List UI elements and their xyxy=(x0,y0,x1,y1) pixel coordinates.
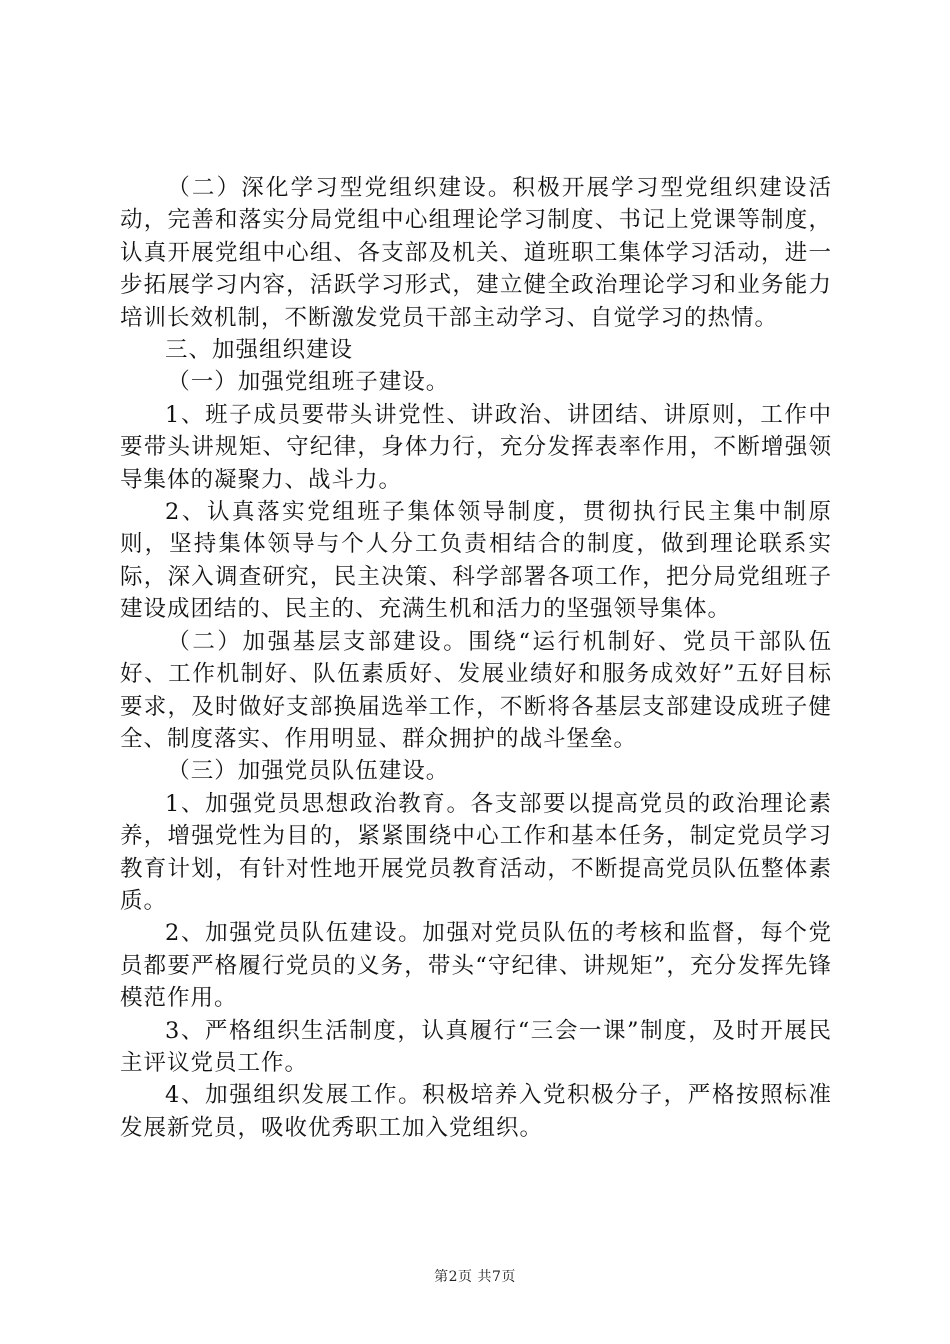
paragraph-grassroots-branch: （二）加强基层支部建设。围绕“运行机制好、党员干部队伍好、工作机制好、队伍素质好、发展业绩好和服务成效好”五好目标要求，及时做好支部换届选举工作，不断将各基层支部建设成班子健全、制度落实、作用明显、群众拥护的战斗堡垒。 xyxy=(120,628,832,752)
paragraph-political-education: 1、加强党员思想政治教育。各支部要以提高党员的政治理论素养，增强党性为目的，紧紧围绕中心工作和基本任务，制定党员学习教育计划，有针对性地开展党员教育活动，不断提高党员队伍整体素质。 xyxy=(120,790,832,914)
document-body xyxy=(120,172,832,1144)
paragraph-organization-life: 3、严格组织生活制度，认真履行“三会一课”制度，及时开展民主评议党员工作。 xyxy=(120,1017,832,1076)
section-heading-org-building: 三、加强组织建设 xyxy=(165,337,354,364)
paragraph-collective-leadership: 2、认真落实党组班子集体领导制度，贯彻执行民主集中制原则，坚持集体领导与个人分工负责相结合的制度，做到理论联系实际，深入调查研究，民主决策、科学部署各项工作，把分局党组班子建设成团结的、民主的、充满生机和活力的坚强领导集体。 xyxy=(120,499,832,623)
subheading-leadership-team: （一）加强党组班子建设。 xyxy=(167,369,450,396)
paragraph-member-supervision: 2、加强党员队伍建设。加强对党员队伍的考核和监督，每个党员都要严格履行党员的义务，带头“守纪律、讲规矩”，充分发挥先锋模范作用。 xyxy=(120,920,832,1012)
paragraph-team-members: 1、班子成员要带头讲党性、讲政治、讲团结、讲原则，工作中要带头讲规矩、守纪律，身体力行，充分发挥表率作用，不断增强领导集体的凝聚力、战斗力。 xyxy=(120,401,832,493)
page-number-footer: 第2页 共7页 xyxy=(434,1269,516,1285)
paragraph-member-recruitment: 4、加强组织发展工作。积极培养入党积极分子，严格按照标准发展新党员，吸收优秀职工加入党组织。 xyxy=(120,1082,832,1141)
subheading-member-team: （三）加强党员队伍建设。 xyxy=(167,758,450,785)
paragraph-study-org: （二）深化学习型党组织建设。积极开展学习型党组织建设活动，完善和落实分局党组中心组理论学习制度、书记上党课等制度，认真开展党组中心组、各支部及机关、道班职工集体学习活动，进一步拓展学习内容，活跃学习形式，建立健全政治理论学习和业务能力培训长效机制，不断激发党员干部主动学习、自觉学习的热情。 xyxy=(120,175,832,331)
